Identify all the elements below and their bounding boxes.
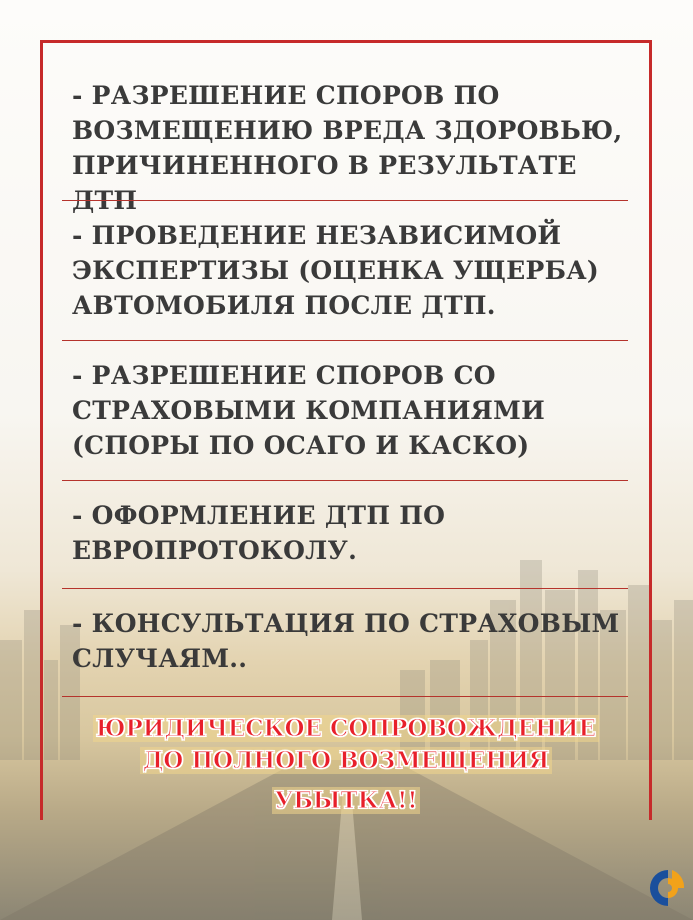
service-item-expertise: - ПРОВЕДЕНИЕ НЕЗАВИСИМОЙ ЭКСПЕРТИЗЫ (ОЦЕНКА УЩЕРБА) АВТОМОБИЛЯ ПОСЛЕ ДТП. (72, 221, 600, 320)
cta-line-2 (60, 746, 632, 776)
service-item-europrotocol: - ОФОРМЛЕНИЕ ДТП ПО ЕВРОПРОТОКОЛУ. (72, 501, 446, 565)
divider (62, 696, 628, 697)
cta-line-3 (60, 786, 632, 816)
service-item-insurance-disputes: - РАЗРЕШЕНИЕ СПОРОВ СО СТРАХОВЫМИ КОМПАНИЯМИ (СПОРЫ ПО ОСАГО И КАСКО) (72, 361, 546, 460)
cta-line-1 (60, 714, 632, 744)
service-item-health-damage: - РАЗРЕШЕНИЕ СПОРОВ ПО ВОЗМЕЩЕНИЮ ВРЕДА ЗДОРОВЬЮ, ПРИЧИНЕННОГО В РЕЗУЛЬТАТЕ ДТП (72, 81, 623, 215)
service-item-consultation: - КОНСУЛЬТАЦИЯ ПО СТРАХОВЫМ СЛУЧАЯМ.. (72, 609, 620, 673)
brand-logo-icon (646, 866, 686, 910)
cta-line-3-text: УБЫТКА!! (272, 787, 421, 814)
divider (62, 588, 628, 589)
cta-line-2-text: ДО ПОЛНОГО ВОЗМЕЩЕНИЯ (140, 747, 552, 774)
divider (62, 480, 628, 481)
divider (62, 200, 628, 201)
divider (62, 340, 628, 341)
cta-line-1-text: ЮРИДИЧЕСКОЕ СОПРОВОЖДЕНИЕ (93, 715, 599, 742)
